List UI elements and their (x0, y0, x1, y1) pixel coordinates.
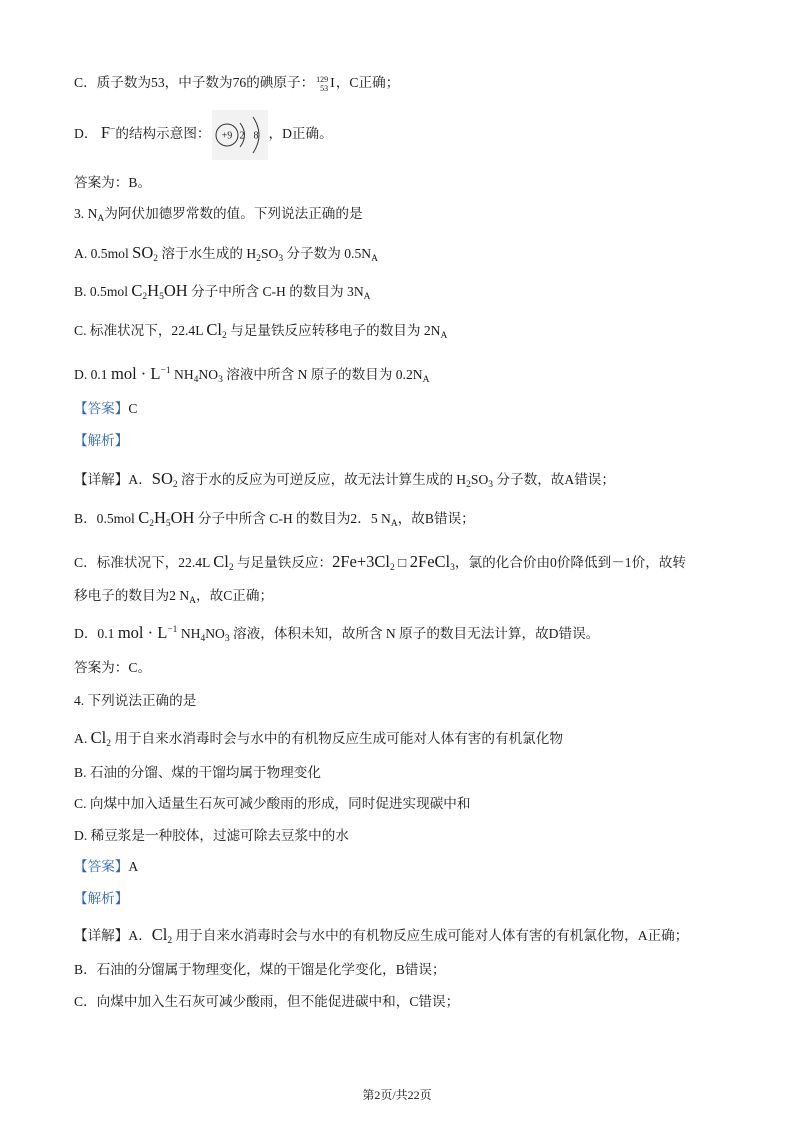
q3-answer-summary (74, 658, 151, 678)
text-run: 分子中所含 C-H 的数目为2．5 N (194, 511, 391, 526)
chemical-formula: C (138, 508, 150, 527)
q3-detail-a (74, 469, 615, 489)
text-run: 用于自来水消毒时会与水中的有机物反应生成可能对人体有害的有机氯化物，A正确； (172, 928, 689, 943)
subscript: 2 (390, 563, 395, 573)
subscript: 2 (167, 936, 173, 946)
text-run: 分子数，故A错误； (493, 472, 615, 487)
chemical-formula: H (153, 508, 166, 527)
text-run: C. 标准状况下，22.4L (74, 323, 207, 338)
subscript: A (97, 214, 105, 224)
chemical-formula: H (147, 281, 160, 300)
text-run: 与足量铁反应： (233, 555, 333, 570)
atomic-number: 53 (320, 83, 329, 93)
ion-structure-diagram (212, 110, 268, 160)
text-run: D. 稀豆浆是一种胶体，过滤可除去豆浆中的水 (74, 828, 349, 843)
text-run: A (128, 859, 139, 874)
q4-stem (74, 691, 196, 711)
q2-answer-summary (74, 173, 151, 193)
text-run: 答案为：B。 (74, 175, 152, 190)
q3-detail-c (74, 552, 686, 572)
text-run: NH (177, 626, 201, 641)
superscript: −1 (160, 366, 171, 376)
chemical-formula: OH (163, 281, 188, 300)
text-run: ，D正确。 (268, 126, 333, 141)
text-run: 4. 下列说法正确的是 (74, 693, 197, 708)
text-run: NO (198, 367, 219, 382)
text-run: ，C正确； (335, 75, 400, 90)
chemical-formula: SO (151, 469, 173, 488)
subscript: 2 (222, 331, 227, 341)
section-label: 【答案】 (74, 859, 129, 874)
text-run: D. 0.1 (74, 367, 112, 382)
q4-option-c (74, 794, 471, 814)
q3-option-c (74, 320, 447, 340)
text-run: 溶液中所含 N 原子的数目为 0.2N (222, 367, 423, 382)
chemical-formula: Cl (151, 925, 168, 944)
subscript: 3 (218, 375, 223, 385)
subscript: 5 (159, 292, 164, 302)
text-run: D．0.1 (74, 626, 118, 641)
q3-stem (74, 204, 363, 224)
subscript: 2 (172, 480, 178, 490)
text-run: NO (205, 626, 225, 641)
chemical-formula: 2FeCl (409, 552, 451, 571)
text-run: C. 向煤中加入适量生石灰可减少酸雨的形成，同时促进实现碳中和 (74, 796, 471, 811)
text-run: □ (394, 555, 410, 570)
text-run: 3. N (74, 206, 98, 221)
q3-option-a (74, 243, 378, 263)
text-run: 【详解】A． (74, 928, 152, 943)
subscript: 5 (165, 519, 171, 529)
text-run: 移电子的数目为2 N (74, 588, 190, 603)
subscript: A (371, 254, 378, 264)
subscript: 3 (450, 563, 455, 573)
subscript: A (390, 519, 398, 529)
subscript: 2 (142, 292, 148, 302)
q3-detail-c-continued (74, 586, 273, 606)
text-run: 用于自来水消毒时会与水中的有机物反应生成可能对人体有害的有机氯化物 (110, 731, 563, 746)
text-run: B. 石油的分馏、煤的干馏均属于物理变化 (74, 765, 321, 780)
isotope-numbers (316, 75, 328, 93)
text-run: C．质子数为53，中子数为76的碘原子： (74, 75, 315, 90)
text-run: 分子中所含 C-H 的数目为 3N (187, 284, 364, 299)
element-symbol: I (330, 75, 335, 91)
q3-answer (74, 399, 137, 419)
q2-option-c-explanation (74, 73, 399, 93)
chemical-formula: mol · L (111, 364, 161, 383)
text-run: 的结构示意图： (115, 126, 211, 141)
text-run: A. 0.5mol (74, 246, 133, 261)
chemical-formula: Cl (90, 728, 107, 747)
section-label: 【解析】 (74, 433, 129, 448)
subscript: A (189, 596, 197, 606)
text-run: B．0.5mol (74, 511, 139, 526)
text-run: 溶液，体积未知，故所含 N 原子的数目无法计算，故D错误。 (229, 626, 600, 641)
chemical-formula: C (131, 281, 143, 300)
text-run: 与足量铁反应转移电子的数目为 2N (226, 323, 441, 338)
subscript: A (422, 375, 430, 385)
page-footer: 第2页/共22页 (362, 1088, 432, 1102)
text-run: D． (74, 126, 101, 141)
text-run: NH (170, 367, 194, 382)
text-run: C．向煤中加入生石灰可减少酸雨，但不能促进碳中和，C错误； (74, 994, 460, 1009)
subscript: 4 (193, 375, 199, 385)
q4-answer (74, 857, 138, 877)
q4-analysis-heading (74, 889, 128, 909)
chemical-formula: OH (170, 508, 195, 527)
q3-option-d (74, 364, 429, 384)
subscript: 3 (278, 254, 284, 264)
subscript: A (363, 292, 371, 302)
q3-detail-d (74, 623, 599, 643)
subscript: 4 (200, 634, 206, 644)
text-run: ，故B错误； (397, 511, 475, 526)
text-run: SO (260, 246, 279, 261)
superscript: − (110, 125, 116, 135)
chemical-formula: mol · L (117, 623, 168, 642)
text-run: B. 0.5mol (74, 284, 132, 299)
q4-detail-c (74, 992, 459, 1012)
q3-detail-b (74, 508, 475, 528)
shell-electron-count: 8 (253, 130, 259, 142)
text-run: ，故C正确； (196, 588, 274, 603)
isotope-symbol (316, 75, 335, 93)
subscript: 2 (228, 563, 234, 573)
text-run: B．石油的分馏属于物理变化，煤的干馏是化学变化，B错误； (74, 962, 446, 977)
superscript: −1 (167, 625, 178, 635)
text-run: 【详解】A． (74, 472, 152, 487)
subscript: A (440, 331, 448, 341)
subscript: 2 (153, 254, 158, 264)
q4-option-d (74, 826, 349, 846)
text-run: ，氯的化合价由0价降低到－1价，故转 (454, 555, 686, 570)
section-label: 【解析】 (74, 891, 129, 906)
chemical-formula: SO (132, 243, 154, 262)
q3-analysis-heading (74, 431, 128, 451)
text-run: 溶于水生成的 H (158, 246, 257, 261)
chemical-formula: F (100, 123, 110, 142)
q4-detail-a (74, 925, 688, 945)
text-run: 溶于水的反应为可逆反应，故无法计算生成的 H (177, 472, 467, 487)
chemical-formula: 2Fe+3Cl (332, 552, 391, 571)
shell-electron-count: 2 (239, 130, 245, 142)
section-label: 【答案】 (74, 401, 129, 416)
text-run: 分子数为 0.5N (283, 246, 372, 261)
nucleus-charge: +9 (221, 130, 232, 142)
mass-number: 129 (316, 74, 329, 84)
chemical-formula: Cl (206, 320, 223, 339)
q4-option-b (74, 763, 321, 783)
q4-option-a (74, 728, 563, 748)
text-run: C (128, 401, 138, 416)
text-run: A. (74, 731, 91, 746)
subscript: 2 (149, 519, 154, 529)
text-run: SO (470, 472, 489, 487)
subscript: 2 (256, 254, 261, 264)
subscript: 2 (106, 739, 111, 749)
q3-option-b (74, 281, 371, 301)
text-run: 为阿伏加德罗常数的值。下列说法正确的是 (104, 206, 363, 221)
chemical-formula: Cl (213, 552, 229, 571)
text-run: C．标准状况下，22.4L (74, 555, 214, 570)
text-run: 答案为：C。 (74, 660, 152, 675)
subscript: 3 (488, 480, 494, 490)
subscript: 3 (224, 634, 230, 644)
q4-detail-b (74, 960, 446, 980)
subscript: 2 (466, 480, 471, 490)
q2-option-d-explanation (74, 108, 333, 158)
